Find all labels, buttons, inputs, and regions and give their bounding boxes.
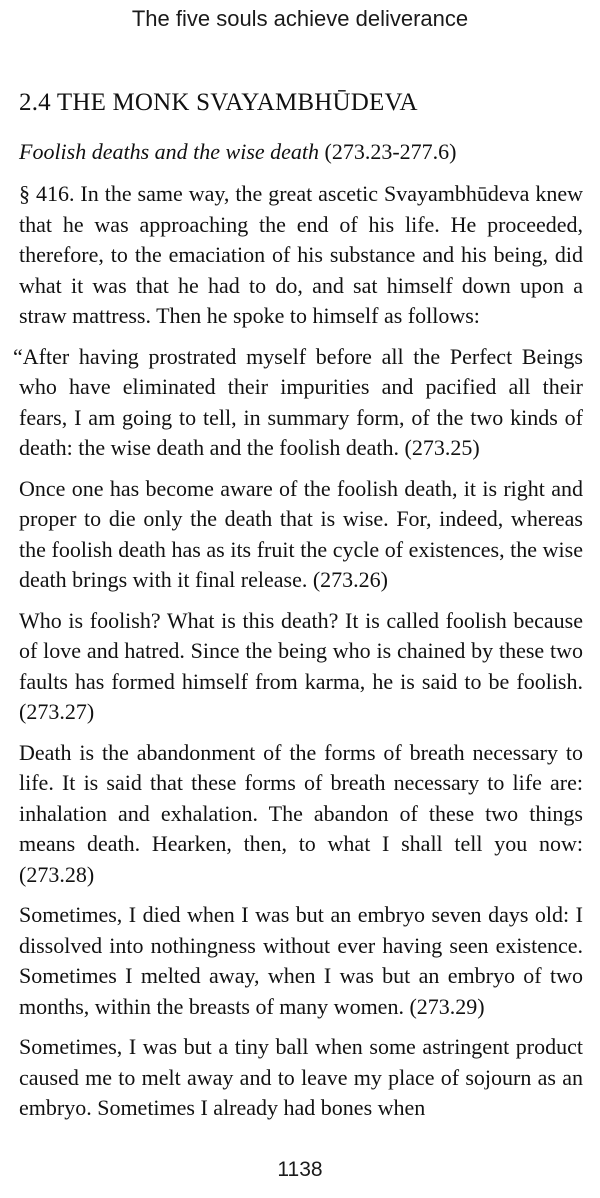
section-heading: 2.4 THE MONK SVAYAMBHŪDEVA [19, 89, 418, 116]
running-head: The five souls achieve deliverance [131, 6, 469, 31]
paragraph: “After having prostrated myself before all the Perfect Beings who have eliminated their impurities and pacified all their fears, I am going to tell, in summary form, of the two kinds of death: the wise death and the foolish death. (273.25) [13, 343, 583, 460]
paragraph: Who is foolish? What is this death? It is called foolish because of love and hatred. Since the being who is chained by these two faults has formed himself from karma, he is said to be foolish. (273.27) [19, 607, 583, 724]
paragraph: Once one has become aware of the foolish death, it is right and proper to die only the death that is wise. For, indeed, whereas the foolish death has as its fruit the cycle of existences, the wise death brings with it final release. (273.26) [19, 475, 583, 592]
paragraph: Sometimes, I died when I was but an embryo seven days old: I dissolved into nothingness without ever having seen existence. Sometimes I melted away, when I was but an embryo of two months, within the breasts of many women. (273.29) [19, 902, 583, 1019]
page-number: 1138 [277, 1158, 323, 1181]
subheading-title: Foolish deaths and the wise death [19, 138, 320, 164]
paragraph: Sometimes, I was but a tiny ball when some astringent product caused me to melt away and to leave my place of sojourn as an embryo. Sometimes I already had bones when [19, 1034, 583, 1120]
subheading [19, 137, 583, 168]
paragraph: Death is the abandonment of the forms of breath necessary to life. It is said that these forms of breath necessary to life are: inhalation and exhalation. The abandon of these two things means death. Hearken, then, to what I shall tell you now: (273.28) [19, 739, 583, 887]
subheading-reference: (273.23-277.6) [324, 138, 457, 164]
paragraph: § 416. In the same way, the great ascetic Svayambhūdeva knew that he was approaching the end of his life. He proceeded, therefore, to the emaciation of his substance and his being, did what it was that he had to do, and sat himself down upon a straw mattress. Then he spoke to himself as follows: [19, 181, 583, 328]
body-text [13, 88, 583, 1134]
